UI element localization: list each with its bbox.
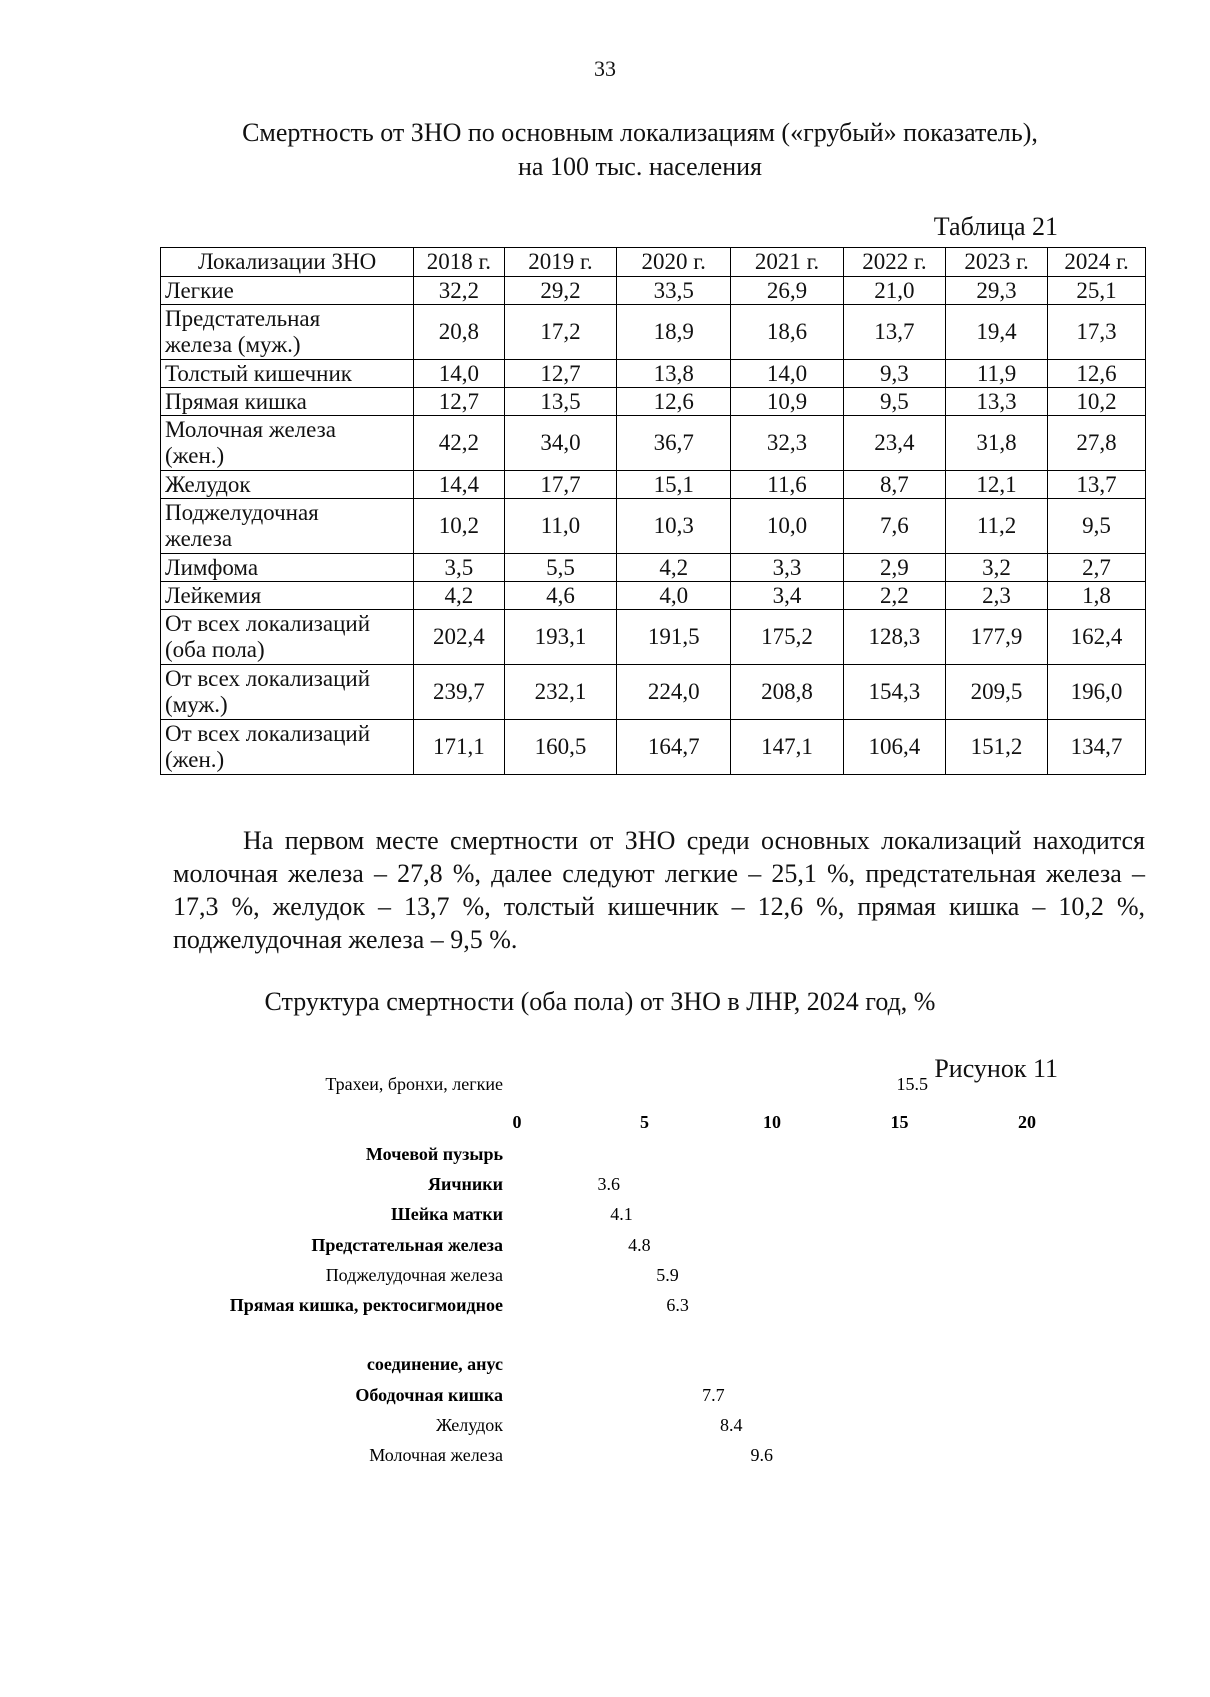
table-row <box>161 720 1146 775</box>
table-row <box>161 360 1146 388</box>
value-cell: 193,1 <box>504 610 617 665</box>
value-cell: 33,5 <box>617 277 731 305</box>
value-cell: 3,4 <box>731 582 844 610</box>
header-year: 2021 г. <box>731 248 844 277</box>
value-cell: 36,7 <box>617 416 731 471</box>
figure-number-label: Рисунок 11 <box>934 1054 1058 1083</box>
data-label: 4.1 <box>610 1204 633 1224</box>
value-cell: 31,8 <box>945 416 1047 471</box>
value-cell: 9,3 <box>843 360 945 388</box>
value-cell: 13,5 <box>504 388 617 416</box>
value-cell: 4,2 <box>414 582 504 610</box>
localization-cell <box>161 305 414 360</box>
value-cell: 10,3 <box>617 499 731 554</box>
value-cell: 196,0 <box>1048 665 1146 720</box>
value-cell: 9,5 <box>843 388 945 416</box>
data-label: 5.9 <box>656 1265 679 1285</box>
value-cell: 10,2 <box>414 499 504 554</box>
localization-line1: Лимфома <box>165 554 259 580</box>
value-cell: 202,4 <box>414 610 504 665</box>
table-row <box>161 277 1146 305</box>
category-label: соединение, анус <box>366 1354 503 1374</box>
localization-line2: (муж.) <box>165 692 228 717</box>
category-label: Ободочная кишка <box>355 1385 503 1405</box>
value-cell: 8,7 <box>843 471 945 499</box>
value-cell: 106,4 <box>843 720 945 775</box>
value-cell: 19,4 <box>945 305 1047 360</box>
figure-title: Структура смертности (оба пола) от ЗНО в ЛНР, 2024 год, % <box>264 987 936 1016</box>
value-cell: 224,0 <box>617 665 731 720</box>
value-cell: 2,9 <box>843 554 945 582</box>
localization-line2: (жен.) <box>165 747 225 772</box>
table-body <box>161 277 1146 775</box>
value-cell: 209,5 <box>945 665 1047 720</box>
value-cell: 10,9 <box>731 388 844 416</box>
value-cell: 12,1 <box>945 471 1047 499</box>
localization-cell <box>161 277 414 305</box>
value-cell: 2,2 <box>843 582 945 610</box>
value-cell: 12,7 <box>414 388 504 416</box>
localization-line1: Предстательная <box>165 306 321 331</box>
value-cell: 13,3 <box>945 388 1047 416</box>
table-header-row <box>161 248 1146 277</box>
localization-line2: (жен.) <box>165 443 225 468</box>
value-cell: 32,2 <box>414 277 504 305</box>
category-label: Желудок <box>436 1415 503 1435</box>
value-cell: 3,5 <box>414 554 504 582</box>
localization-cell <box>161 499 414 554</box>
value-cell: 17,3 <box>1048 305 1146 360</box>
data-label: 7.7 <box>702 1385 725 1405</box>
value-cell: 11,2 <box>945 499 1047 554</box>
value-cell: 10,0 <box>731 499 844 554</box>
table-title-line1: Смертность от ЗНО по основным локализациям («грубый» показатель), <box>242 118 1038 147</box>
value-cell: 160,5 <box>504 720 617 775</box>
value-cell: 3,2 <box>945 554 1047 582</box>
value-cell: 177,9 <box>945 610 1047 665</box>
value-cell: 17,2 <box>504 305 617 360</box>
value-cell: 17,7 <box>504 471 617 499</box>
data-label: 6.3 <box>666 1295 689 1315</box>
category-label: Мочевой пузырь <box>365 1144 503 1164</box>
table-row <box>161 665 1146 720</box>
x-tick-label: 5 <box>640 1112 649 1132</box>
value-cell: 25,1 <box>1048 277 1146 305</box>
category-label: Прямая кишка, ректосигмоидное <box>229 1295 503 1315</box>
localization-line1: От всех локализаций <box>165 666 371 691</box>
mortality-structure-chart <box>200 1074 1160 1490</box>
table-row <box>161 554 1146 582</box>
table-row <box>161 305 1146 360</box>
category-label: Молочная железа <box>369 1445 503 1465</box>
table-row <box>161 416 1146 471</box>
value-cell: 5,5 <box>504 554 617 582</box>
localization-line1: Поджелудочная <box>165 500 319 525</box>
value-cell: 239,7 <box>414 665 504 720</box>
page-number: 33 <box>594 56 616 81</box>
value-cell: 12,6 <box>617 388 731 416</box>
value-cell: 42,2 <box>414 416 504 471</box>
x-tick-label: 0 <box>512 1112 522 1132</box>
localization-line1: Желудок <box>165 471 251 497</box>
localization-cell <box>161 416 414 471</box>
header-year: 2019 г. <box>504 248 617 277</box>
header-year: 2022 г. <box>843 248 945 277</box>
category-label: Трахеи, бронхи, легкие <box>325 1074 503 1094</box>
value-cell: 191,5 <box>617 610 731 665</box>
value-cell: 1,8 <box>1048 582 1146 610</box>
paragraph-text: На первом месте смертности от ЗНО среди основных локализаций находится молочная железа – 27,8 %, далее следуют легкие – 25,1 %, предстательная железа – 17,3 %, желудок – 13,7 %, толстый кишечник – 12,6 %, прямая кишка – 10,2 %, поджелудочная железа – 9,5 %. <box>173 826 1145 954</box>
localization-line1: От всех локализаций <box>165 721 371 746</box>
value-cell: 12,7 <box>504 360 617 388</box>
value-cell: 11,0 <box>504 499 617 554</box>
value-cell: 18,9 <box>617 305 731 360</box>
value-cell: 13,7 <box>843 305 945 360</box>
table-title-line2: на 100 тыс. населения <box>518 152 762 181</box>
value-cell: 27,8 <box>1048 416 1146 471</box>
value-cell: 151,2 <box>945 720 1047 775</box>
table-title <box>200 116 1080 184</box>
localization-cell <box>161 610 414 665</box>
value-cell: 26,9 <box>731 277 844 305</box>
value-cell: 162,4 <box>1048 610 1146 665</box>
value-cell: 13,8 <box>617 360 731 388</box>
header-year: 2018 г. <box>414 248 504 277</box>
category-label: Поджелудочная железа <box>325 1265 503 1285</box>
value-cell: 29,3 <box>945 277 1047 305</box>
localization-line1: Легкие <box>165 277 234 303</box>
value-cell: 208,8 <box>731 665 844 720</box>
body-paragraph <box>173 824 1145 956</box>
value-cell: 3,3 <box>731 554 844 582</box>
category-label: Шейка матки <box>391 1204 503 1224</box>
table-row <box>161 499 1146 554</box>
value-cell: 164,7 <box>617 720 731 775</box>
value-cell: 14,0 <box>414 360 504 388</box>
localization-line1: Молочная железа <box>165 417 336 442</box>
localization-line2: железа (муж.) <box>165 332 301 357</box>
header-year: 2020 г. <box>617 248 731 277</box>
value-cell: 11,9 <box>945 360 1047 388</box>
x-tick-label: 15 <box>890 1112 909 1132</box>
localization-cell <box>161 582 414 610</box>
data-label: 9.6 <box>750 1445 774 1465</box>
data-label: 8.4 <box>719 1415 743 1435</box>
localization-line2: железа <box>165 526 233 551</box>
value-cell: 11,6 <box>731 471 844 499</box>
value-cell: 232,1 <box>504 665 617 720</box>
value-cell: 9,5 <box>1048 499 1146 554</box>
value-cell: 128,3 <box>843 610 945 665</box>
value-cell: 14,0 <box>731 360 844 388</box>
value-cell: 2,3 <box>945 582 1047 610</box>
value-cell: 4,2 <box>617 554 731 582</box>
value-cell: 20,8 <box>414 305 504 360</box>
value-cell: 32,3 <box>731 416 844 471</box>
data-label: 3.6 <box>597 1174 621 1194</box>
header-localization: Локализации ЗНО <box>161 248 414 277</box>
table-number-label: Таблица 21 <box>933 212 1058 241</box>
x-tick-label: 10 <box>763 1112 781 1132</box>
table-row <box>161 471 1146 499</box>
value-cell: 23,4 <box>843 416 945 471</box>
value-cell: 13,7 <box>1048 471 1146 499</box>
localization-cell <box>161 388 414 416</box>
category-label: Яичники <box>427 1174 503 1194</box>
value-cell: 154,3 <box>843 665 945 720</box>
localization-cell <box>161 471 414 499</box>
x-tick-label: 20 <box>1018 1112 1036 1132</box>
localization-line1: От всех локализаций <box>165 611 371 636</box>
value-cell: 18,6 <box>731 305 844 360</box>
data-label: 4.8 <box>628 1235 651 1255</box>
localization-cell <box>161 554 414 582</box>
value-cell: 14,4 <box>414 471 504 499</box>
value-cell: 4,0 <box>617 582 731 610</box>
localization-cell <box>161 720 414 775</box>
mortality-table <box>160 247 1146 775</box>
localization-line1: Толстый кишечник <box>165 360 352 386</box>
value-cell: 4,6 <box>504 582 617 610</box>
table-row <box>161 582 1146 610</box>
value-cell: 134,7 <box>1048 720 1146 775</box>
category-label: Предстательная железа <box>311 1235 503 1255</box>
localization-line1: Прямая кишка <box>165 388 307 414</box>
header-year: 2023 г. <box>945 248 1047 277</box>
localization-line1: Лейкемия <box>165 582 262 608</box>
value-cell: 21,0 <box>843 277 945 305</box>
header-year: 2024 г. <box>1048 248 1146 277</box>
value-cell: 171,1 <box>414 720 504 775</box>
value-cell: 2,7 <box>1048 554 1146 582</box>
table-row <box>161 610 1146 665</box>
value-cell: 29,2 <box>504 277 617 305</box>
localization-cell <box>161 665 414 720</box>
value-cell: 147,1 <box>731 720 844 775</box>
data-label: 15.5 <box>896 1074 928 1094</box>
value-cell: 10,2 <box>1048 388 1146 416</box>
value-cell: 175,2 <box>731 610 844 665</box>
value-cell: 34,0 <box>504 416 617 471</box>
value-cell: 12,6 <box>1048 360 1146 388</box>
localization-line2: (оба пола) <box>165 637 265 662</box>
value-cell: 15,1 <box>617 471 731 499</box>
value-cell: 7,6 <box>843 499 945 554</box>
table-row <box>161 388 1146 416</box>
localization-cell <box>161 360 414 388</box>
